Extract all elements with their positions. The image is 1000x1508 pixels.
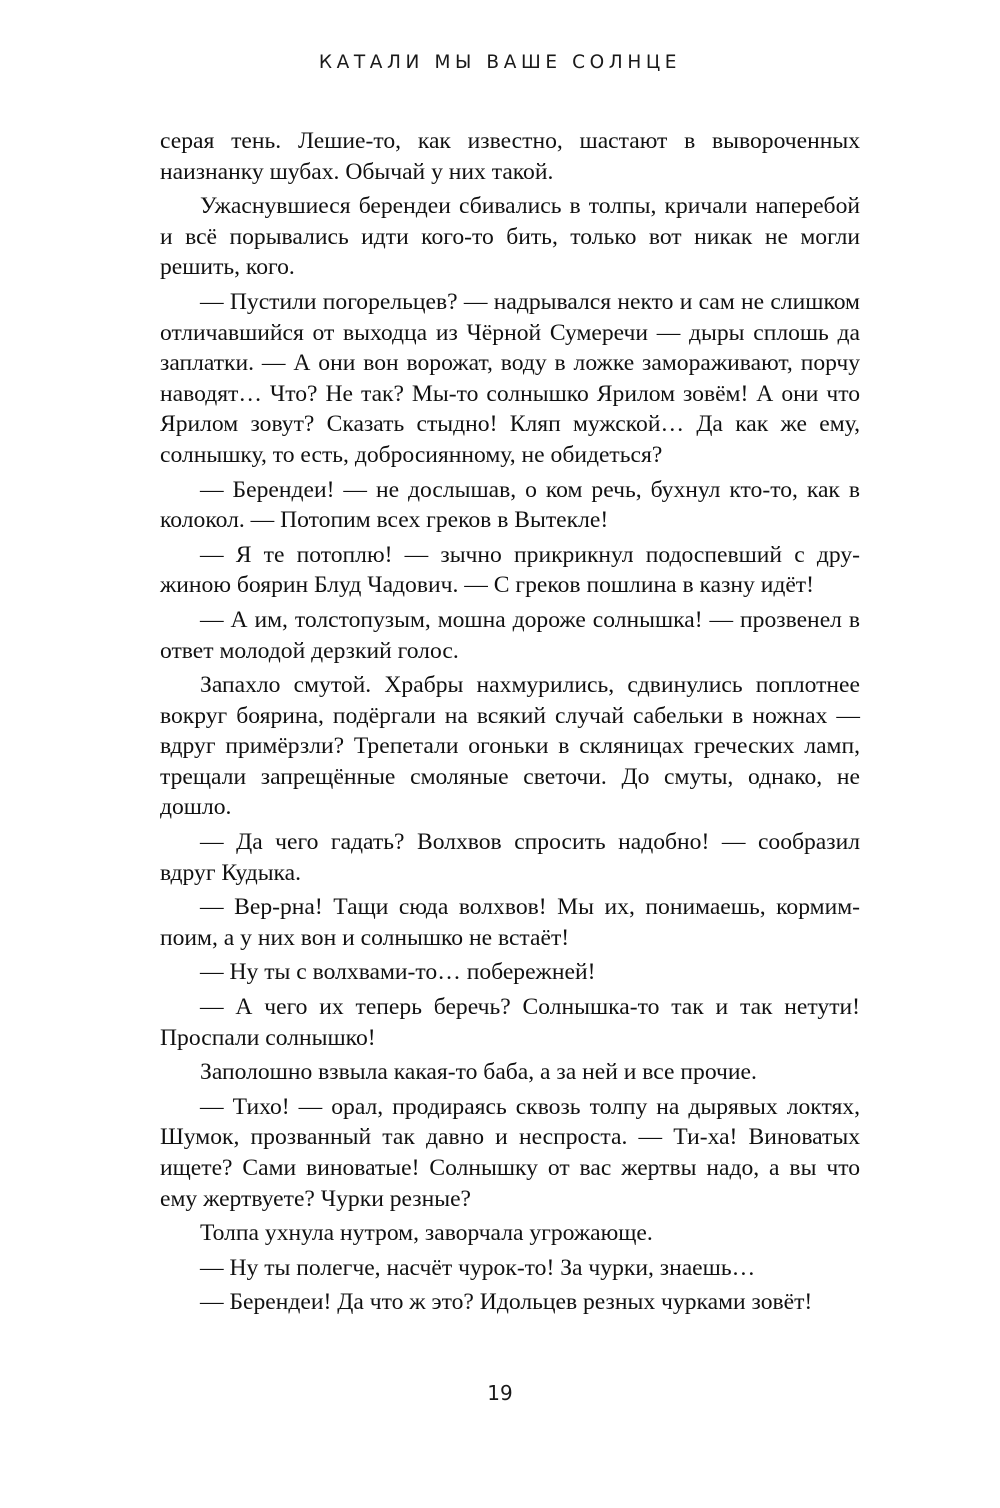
running-title: КАТАЛИ МЫ ВАШЕ СОЛНЦЕ [318, 52, 682, 73]
paragraph-6: — А им, толстопузым, мошна дороже солнышка! — прозвенел в ответ молодой дерзкий голос. [160, 606, 860, 664]
paragraph-5: — Я те потоплю! — зычно прикрикнул подоспевший с дружиною боярин Блуд Чадович. — С греков пошлина в казну идёт! [160, 541, 860, 599]
paragraph-2: Ужаснувшиеся берендеи сбивались в толпы, кричали наперебой и всё порывались идти кого-то бить, только вот никак не могли решить, кого. [160, 193, 860, 281]
paragraph-1: серая тень. Лешие-то, как известно, шастают в вывороченных наизнанку шубах. Обычай у них такой. [160, 128, 860, 185]
paragraph-9: — Вер-рна! Тащи сюда волхвов! Мы их, понимаешь, кормим-поим, а у них вон и солнышко не встаёт! [160, 894, 860, 951]
paragraph-14: Толпа ухнула нутром, заворчала угрожающе. [200, 1220, 653, 1247]
paragraph-3: — Пустили погорельцев? — надрывался некто и сам не слишком отличавшийся от выходца из Чёрной Сумеречи — дыры сплошь да заплатки. — А они вон ворожат, воду в ложке замораживают, порчу наводят… Что? Не так? Мы-то солнышко Ярилом зовём! А они что Ярилом зовут? Сказать стыдно! Кляп мужской… Да как же ему, солнышку, то есть, добросиянному, не обидеться? [160, 288, 860, 468]
paragraph-13: — Тихо! — орал, продираясь сквозь толпу на дырявых локтях, Шумок, прозванный так давно и неспроста. — Ти-ха! Виноватых ищете? Сами виноватые! Солнышку от вас жертвы надо, а вы что ему жертвуете? Чурки резные? [160, 1093, 860, 1212]
page-number: 19 [487, 1381, 513, 1405]
paragraph-10: — Ну ты с волхвами-то… побережней! [200, 959, 596, 986]
paragraph-8: — Да чего гадать? Волхвов спросить надобно! — сообразил вдруг Кудыка. [160, 829, 860, 886]
paragraph-7: Запахло смутой. Храбры нахмурились, сдвинулись поплотнее вокруг боярина, подёргали на всякий случай сабельки в ножнах — вдруг примёрзли? Трепетали огоньки в скляницах греческих ламп, трещали запрещённые смоляные светочи. До смуты, однако, не дошло. [160, 672, 860, 821]
paragraph-15: — Ну ты полегче, насчёт чурок-то! За чурки, знаешь… [200, 1254, 756, 1281]
paragraph-16: — Берендеи! Да что ж это? Идольцев резных чурками зовёт! [200, 1289, 813, 1316]
paragraph-4: — Берендеи! — не дослышав, о ком речь, бухнул кто-то, как в колокол. — Потопим всех греков в Вытекле! [160, 476, 860, 534]
paragraph-12: Заполошно взвыла какая-то баба, а за ней и все прочие. [200, 1059, 757, 1086]
body-text [160, 126, 860, 1322]
paragraph-11: — А чего их теперь беречь? Солнышка-то так и так нетути! Проспали солнышко! [160, 994, 860, 1051]
